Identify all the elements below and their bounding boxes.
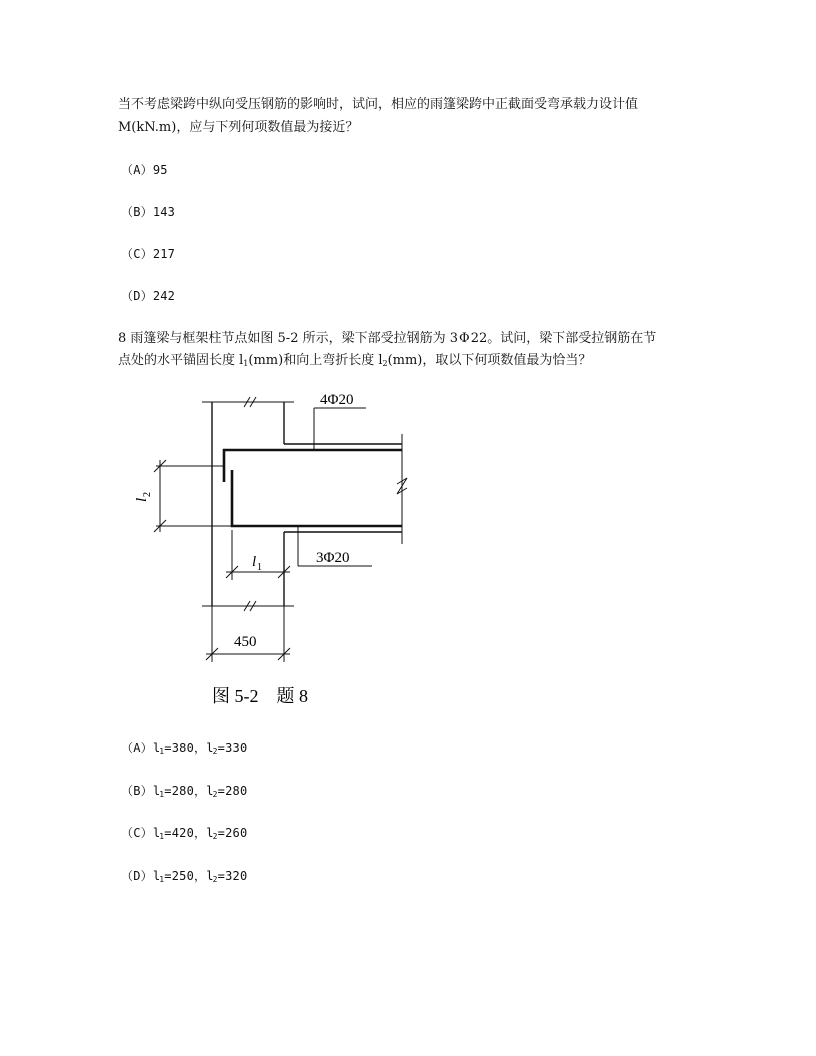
joint-diagram (120, 380, 440, 720)
bottom-rebar (232, 470, 402, 526)
option-label: （B） (121, 784, 153, 798)
sub-2: 2 (382, 359, 388, 368)
q8-option-a (121, 740, 247, 760)
sub-1: 1 (159, 875, 165, 884)
option-l2-value: =280 (217, 784, 248, 798)
q8-option-d (121, 868, 247, 888)
l1-label-l: l (252, 554, 257, 570)
var-l: l (206, 826, 214, 840)
option-l2-value: =330 (217, 741, 248, 755)
q7-option-a (121, 162, 168, 178)
q8-option-b (121, 783, 247, 803)
l2-label (134, 492, 153, 502)
bottom-rebar-label: 3Φ20 (316, 550, 350, 566)
q8-stem-line2 (118, 352, 591, 373)
var-l: l (206, 869, 214, 883)
var-l: l (206, 784, 214, 798)
sub-2: 2 (212, 790, 218, 799)
option-label: （B） (121, 205, 153, 219)
option-label: （A） (121, 741, 153, 755)
q7-stem-line2: M(kN.m)，应与下列何项数值最为接近？ (118, 120, 359, 135)
option-value: 143 (152, 205, 176, 219)
sub-1: 1 (159, 747, 165, 756)
option-value: 95 (152, 163, 168, 177)
option-l2-value: =260 (217, 826, 248, 840)
sub-1: 1 (159, 790, 165, 799)
l2-label-l: l (134, 497, 150, 502)
option-label: （C） (121, 247, 153, 261)
rebar-symbol: Φ (459, 331, 470, 346)
var-l: l (152, 869, 161, 883)
option-l1-value: =380， (164, 741, 207, 755)
q7-option-c (121, 246, 175, 262)
option-label: （D） (121, 289, 153, 303)
option-label: （C） (121, 826, 153, 840)
q8-stem-text-e: (mm)，取以下何项数值最为恰当？ (387, 353, 592, 368)
option-l1-value: =420， (164, 826, 207, 840)
top-rebar-label: 4Φ20 (320, 392, 354, 408)
var-l: l (152, 741, 161, 755)
q7-option-d (121, 288, 175, 304)
figure-5-2 (120, 380, 440, 720)
sub-1: 1 (159, 832, 165, 841)
sub-1: 1 (243, 359, 249, 368)
sub-2: 2 (212, 747, 218, 756)
option-l1-value: =280， (164, 784, 207, 798)
figure-caption: 图 5-2 题 8 (212, 686, 308, 706)
sub-2: 2 (212, 875, 218, 884)
l1-label-sub: 1 (257, 562, 262, 573)
q8-stem-text-b: 22。试问，梁下部受拉钢筋在节 (470, 331, 657, 346)
q7-option-b (121, 204, 175, 220)
option-l1-value: =250， (164, 869, 207, 883)
q8-option-c (121, 825, 247, 845)
option-label: （D） (121, 869, 153, 883)
var-l: l (152, 784, 161, 798)
q8-stem-text-a: 8 雨篷梁与框架柱节点如图 5-2 所示，梁下部受拉钢筋为 3 (118, 331, 459, 346)
l2-label-sub: 2 (142, 492, 153, 497)
option-value: 242 (152, 289, 176, 303)
var-l: l (206, 741, 214, 755)
q8-stem-text-d: (mm)和向上弯折长度 l (248, 353, 383, 368)
q8-stem-text-c: 点处的水平锚固长度 l (118, 353, 244, 368)
option-label: （A） (121, 163, 153, 177)
option-value: 217 (152, 247, 176, 261)
dim-450-label: 450 (234, 634, 257, 650)
top-rebar (224, 450, 402, 482)
q7-stem-line1: 当不考虑梁跨中纵向受压钢筋的影响时，试问，相应的雨篷梁跨中正截面受弯承载力设计值 (118, 97, 639, 112)
option-l2-value: =320 (217, 869, 248, 883)
q8-stem-line1 (118, 330, 656, 348)
var-l: l (152, 826, 161, 840)
sub-2: 2 (212, 832, 218, 841)
